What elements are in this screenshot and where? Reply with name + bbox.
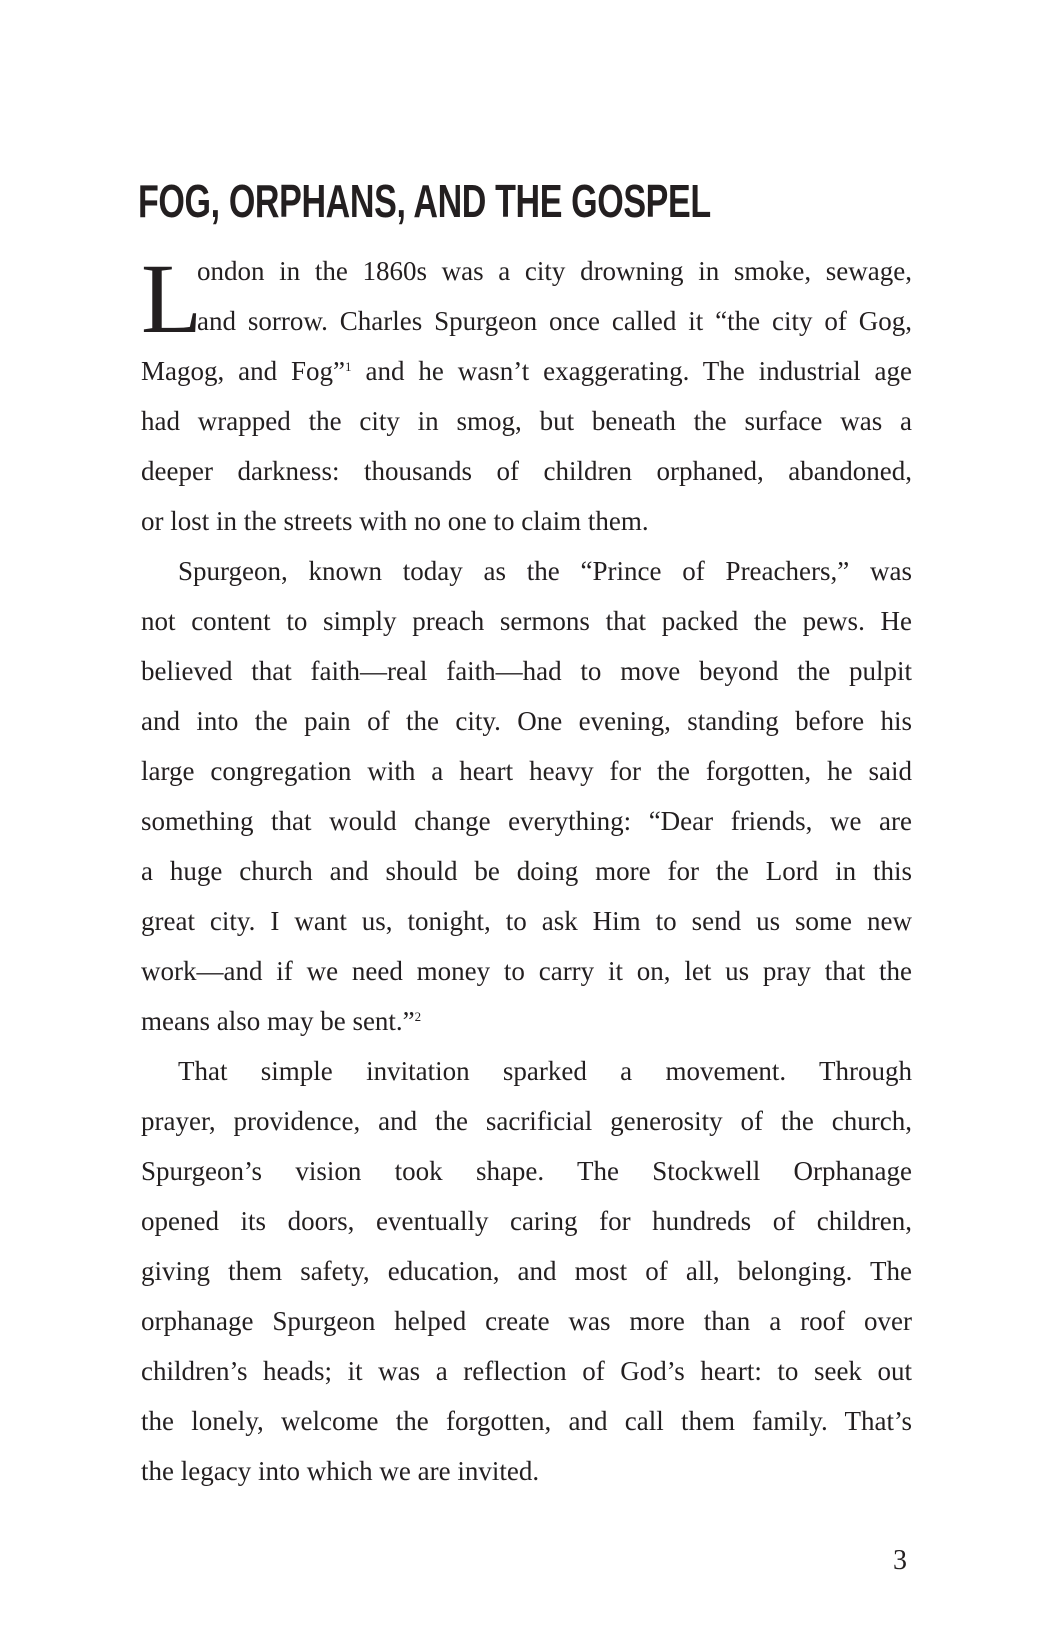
text-line: something that would change everything: “Dear friends, we are [141,806,912,836]
text-line: a huge church and should be doing more for the Lord in this [141,856,912,886]
text-line: the legacy into which we are invited. [141,1456,540,1486]
page-number: 3 [893,1545,907,1576]
text-line: or lost in the streets with no one to claim them. [141,506,649,536]
text-line: and sorrow. Charles Spurgeon once called it “the city of Gog, [197,306,912,336]
chapter-body [141,243,912,1496]
text-line: ondon in the 1860s was a city drowning in smoke, sewage, [197,256,912,286]
text-line: That simple invitation sparked a movement. Through [178,1056,912,1086]
text-line: work—and if we need money to carry it on, let us pray that the [141,956,912,986]
chapter-title: FOG, ORPHANS, AND THE GOSPEL [138,175,711,227]
text-line: Spurgeon’s vision took shape. The Stockwell Orphanage [141,1156,912,1186]
text-line: Spurgeon, known today as the “Prince of Preachers,” was [178,556,912,586]
paragraph-3 [141,1046,912,1496]
footnote-ref-2[interactable]: 2 [414,1009,422,1024]
text-line: deeper darkness: thousands of children orphaned, abandoned, [141,456,912,486]
text-line: large congregation with a heart heavy for the forgotten, he said [141,756,912,786]
text-line [141,346,912,396]
text-line: had wrapped the city in smog, but beneath the surface was a [141,406,912,436]
text-span: means also may be sent.” [141,1006,415,1036]
text-line [141,996,912,1046]
drop-cap: L [141,243,203,354]
text-line: opened its doors, eventually caring for hundreds of children, [141,1206,912,1236]
text-line: and into the pain of the city. One evening, standing before his [141,706,912,736]
text-span: and he wasn’t exaggerating. The industrial age [351,356,912,386]
text-line: the lonely, welcome the forgotten, and call them family. That’s [141,1406,912,1436]
paragraph-1 [141,243,912,546]
text-line: not content to simply preach sermons that packed the pews. He [141,606,912,636]
text-line: giving them safety, education, and most of all, belonging. The [141,1256,912,1286]
text-line: children’s heads; it was a reflection of God’s heart: to seek out [141,1356,912,1386]
text-line: orphanage Spurgeon helped create was more than a roof over [141,1306,912,1336]
text-line: great city. I want us, tonight, to ask Him to send us some new [141,906,912,936]
footnote-ref-1[interactable]: 1 [345,359,352,374]
paragraph-2 [141,546,912,1046]
text-line: prayer, providence, and the sacrificial generosity of the church, [141,1106,912,1136]
text-span: Magog, and Fog” [141,356,346,386]
text-line: believed that faith—real faith—had to move beyond the pulpit [141,656,912,686]
